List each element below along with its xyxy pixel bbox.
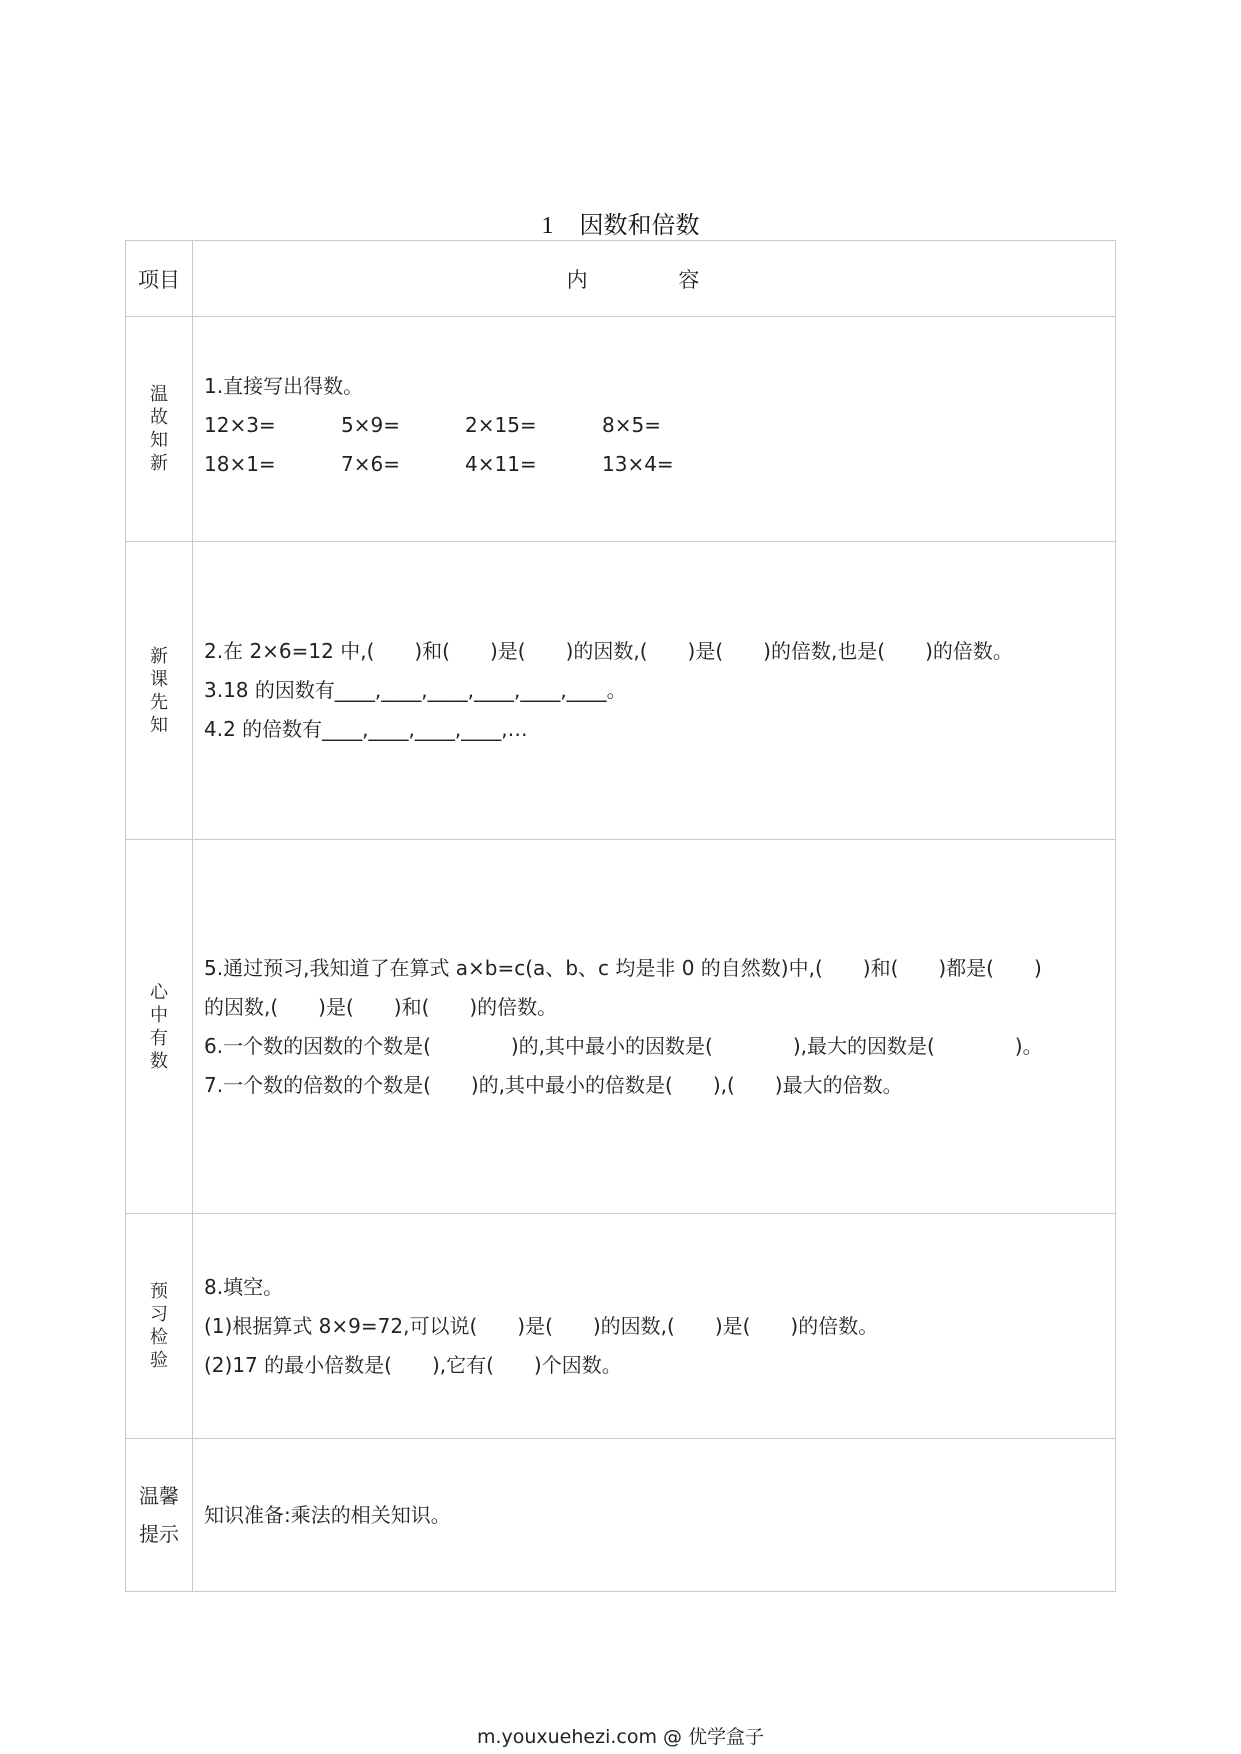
section-label-cell — [126, 840, 193, 1214]
section-preview — [126, 542, 1116, 840]
section-content — [193, 1439, 1116, 1592]
question-line: 7.一个数的倍数的个数是( )的,其中最小的倍数是( ),( )最大的倍数。 — [204, 1072, 903, 1097]
section-content — [193, 542, 1116, 840]
section-label-cell — [126, 1214, 193, 1439]
section-content — [193, 317, 1116, 542]
arith-item: 2×15= — [465, 412, 537, 437]
question-line: (1)根据算式 8×9=72,可以说( )是( )的因数,( )是( )的倍数。 — [204, 1313, 879, 1338]
question-line: 3.18 的因数有____,____,____,____,____,____。 — [204, 678, 627, 702]
header-content — [193, 241, 1116, 317]
worksheet-table — [125, 240, 1116, 1592]
title-text: 因数和倍数 — [579, 211, 700, 239]
header-item: 项目 — [126, 241, 193, 317]
section-label: 新课先知 — [150, 645, 168, 736]
page-title — [0, 205, 1241, 240]
question-line: 2.在 2×6=12 中,( )和( )是( )的因数,( )是( )的倍数,也是( )的倍数。 — [204, 639, 1013, 663]
section-label: 心中有数 — [150, 981, 168, 1072]
section-understanding — [126, 840, 1116, 1214]
section-review — [126, 317, 1116, 542]
arith-item: 18×1= — [204, 451, 276, 476]
arith-item: 13×4= — [602, 451, 674, 476]
section-label-cell — [126, 542, 193, 840]
arith-row — [204, 406, 1105, 445]
section-check — [126, 1214, 1116, 1439]
question-line: 1.直接写出得数。 — [204, 373, 364, 398]
footer-watermark: m.youxuehezi.com @ 优学盒子 — [476, 1726, 765, 1748]
section-label-cell — [126, 317, 193, 542]
arith-item: 5×9= — [341, 412, 400, 437]
arith-item: 7×6= — [341, 451, 400, 476]
question-line: 知识准备:乘法的相关知识。 — [204, 1502, 451, 1527]
question-line: 6.一个数的因数的个数是( )的,其中最小的因数是( ),最大的因数是( )。 — [204, 1033, 1043, 1058]
arith-item: 4×11= — [465, 451, 537, 476]
section-tips — [126, 1439, 1116, 1592]
arith-item: 8×5= — [602, 412, 661, 437]
section-label: 温故知新 — [150, 384, 168, 474]
section-label-cell — [126, 1439, 193, 1592]
question-line: (2)17 的最小倍数是( ),它有( )个因数。 — [204, 1352, 622, 1377]
arith-item: 12×3= — [204, 412, 276, 437]
section-content — [193, 840, 1116, 1214]
section-content — [193, 1214, 1116, 1439]
title-number: 1 — [541, 213, 554, 239]
table-header-row — [126, 241, 1116, 317]
question-line: 8.填空。 — [204, 1274, 284, 1299]
question-line: 4.2 的倍数有____,____,____,____,… — [204, 717, 528, 741]
header-content-text: 内 容 — [566, 267, 742, 292]
question-line: 5.通过预习,我知道了在算式 a×b=c(a、b、c 均是非 0 的自然数)中,( )和( )都是( ) — [204, 955, 1042, 980]
section-label: 预习检验 — [150, 1281, 168, 1371]
question-line: 的因数,( )是( )和( )的倍数。 — [204, 994, 558, 1019]
arith-row — [204, 445, 1105, 484]
section-label: 温馨提示 — [139, 1484, 179, 1546]
